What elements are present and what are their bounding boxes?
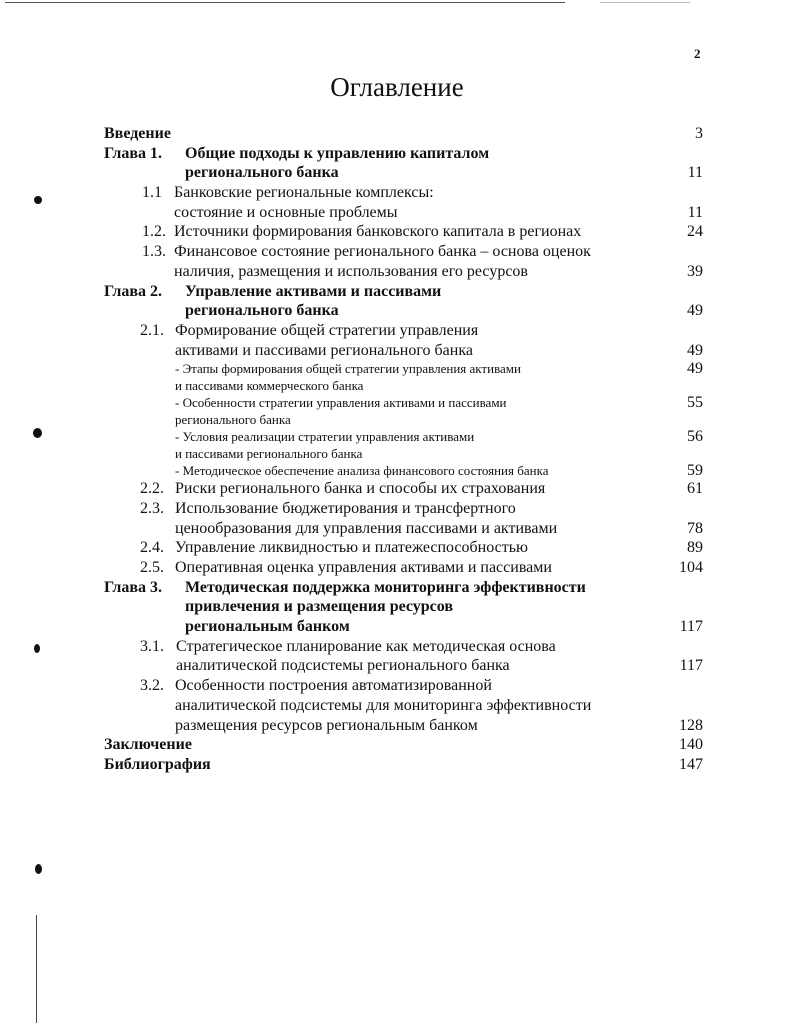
toc-entry-page: 59: [687, 462, 703, 480]
toc-entry-chapter-3[interactable]: [0, 578, 794, 598]
toc-entry-bibliography[interactable]: [0, 755, 794, 775]
toc-subentry[interactable]: [0, 394, 794, 411]
toc-subentry[interactable]: [0, 462, 794, 479]
toc-entry-1-2[interactable]: [0, 222, 794, 242]
scan-left-edge: [36, 915, 37, 1023]
toc-entry-3-1-cont[interactable]: [0, 656, 794, 676]
toc-subentry-cont[interactable]: [0, 411, 794, 428]
toc-entry-page: 104: [679, 559, 703, 576]
toc-entry-text: регионального банка: [185, 164, 339, 182]
toc-entry-2-5[interactable]: [0, 558, 794, 578]
toc-entry-number: 2.3.: [140, 499, 164, 517]
page-title: Оглавление: [330, 72, 464, 102]
toc-entry-number: 2.4.: [140, 539, 164, 557]
toc-entry-3-2[interactable]: [0, 676, 794, 696]
toc-entry-page: 140: [679, 736, 703, 754]
toc-entry-page: 3: [695, 125, 703, 142]
toc-entry-page: 117: [679, 618, 703, 636]
toc-entry-3-2-cont[interactable]: [0, 696, 794, 716]
scan-top-edge: [5, 2, 565, 3]
toc-entry-intro[interactable]: [0, 124, 794, 144]
toc-entry-text: Стратегическое планирование как методическая основа: [176, 637, 556, 655]
toc-entry-page: 11: [687, 203, 703, 221]
toc-entry-page: 89: [687, 539, 703, 557]
toc-entry-text: наличия, размещения и использования его ресурсов: [174, 262, 528, 280]
toc-entry-number: 1.2.: [142, 223, 166, 241]
toc-entry-conclusion[interactable]: [0, 735, 794, 755]
toc-entry-2-1[interactable]: [0, 321, 794, 341]
toc-entry-page: 117: [679, 657, 703, 675]
toc-entry-text: Риски регионального банка и способы их страхования: [175, 480, 546, 498]
toc-entry-page: 24: [687, 223, 703, 241]
toc-subentry[interactable]: [0, 428, 794, 445]
toc-entry-chapter-3-cont[interactable]: [0, 617, 794, 637]
toc-entry-page: 78: [687, 519, 703, 537]
toc-entry-text: ценообразования для управления пассивами и активами: [175, 519, 558, 537]
toc-entry-text: - Методическое обеспечение анализа финансового состояния банка: [175, 463, 549, 479]
toc-entry-text: Формирование общей стратегии управления: [175, 321, 479, 339]
toc-entry-text: активами и пассивами регионального банка: [175, 341, 473, 359]
toc-entry-text: размещения ресурсов региональным банком: [175, 716, 478, 734]
toc-entry-3-2-cont[interactable]: [0, 716, 794, 736]
toc-entry-number: 1.3.: [142, 243, 166, 261]
toc-entry-number: 3.1.: [140, 637, 164, 655]
toc-entry-chapter-3-cont[interactable]: [0, 597, 794, 617]
toc-entry-text: - Условия реализации стратегии управления активами: [175, 429, 475, 445]
toc-entry-text: Введение: [104, 125, 171, 142]
toc-entry-number: 1.1: [142, 184, 162, 202]
toc-entry-1-3-cont[interactable]: [0, 262, 794, 282]
scan-top-edge-faint: [600, 2, 690, 3]
toc-entry-chapter-1-cont[interactable]: [0, 163, 794, 183]
toc-entry-number: 2.5.: [140, 559, 164, 576]
toc-entry-page: 49: [687, 341, 703, 359]
toc-entry-text: регионального банка: [175, 412, 291, 428]
toc-entry-page: 61: [687, 480, 703, 498]
toc-entry-text: аналитической подсистемы для мониторинга эффективности: [175, 696, 592, 714]
toc-entry-text: - Этапы формирования общей стратегии управления активами: [175, 361, 521, 377]
toc-entry-text: Использование бюджетирования и трансфертного: [175, 499, 516, 517]
toc-entry-number: 2.2.: [140, 480, 164, 498]
toc-entry-number: Глава 2.: [104, 282, 162, 300]
scan-mark: [35, 864, 42, 874]
toc-entry-chapter-2[interactable]: [0, 282, 794, 302]
toc-subentry-cont[interactable]: [0, 445, 794, 462]
toc-entry-text: Финансовое состояние регионального банка – основа оценок: [174, 243, 591, 261]
toc-entry-text: Методическая поддержка мониторинга эффективности: [185, 578, 586, 596]
toc-entry-text: регионального банка: [185, 302, 339, 320]
toc-entry-text: состояние и основные проблемы: [174, 203, 398, 221]
toc-entry-1-1-cont[interactable]: [0, 203, 794, 223]
toc-entry-text: - Особенности стратегии управления активами и пассивами: [175, 395, 507, 411]
toc-entry-page: 49: [687, 360, 703, 378]
toc-entry-page: 49: [687, 302, 703, 320]
table-of-contents: [0, 124, 794, 775]
toc-entry-2-3-cont[interactable]: [0, 519, 794, 539]
toc-entry-chapter-2-cont[interactable]: [0, 301, 794, 321]
toc-entry-text: Управление ликвидностью и платежеспособностью: [175, 539, 528, 557]
toc-entry-number: Глава 3.: [104, 578, 162, 596]
toc-entry-text: Источники формирования банковского капитала в регионах: [174, 223, 582, 241]
toc-subentry[interactable]: [0, 360, 794, 377]
page-number: 2: [694, 46, 701, 61]
toc-entry-text: аналитической подсистемы регионального банка: [176, 657, 510, 675]
toc-entry-page: 55: [687, 394, 703, 412]
toc-entry-text: и пассивами коммерческого банка: [175, 378, 364, 394]
toc-entry-text: Банковские региональные комплексы:: [174, 184, 434, 202]
toc-entry-chapter-1[interactable]: [0, 144, 794, 164]
toc-entry-1-3[interactable]: [0, 242, 794, 262]
toc-entry-text: Особенности построения автоматизированной: [175, 677, 492, 695]
toc-subentry-cont[interactable]: [0, 377, 794, 394]
toc-entry-text: Заключение: [104, 736, 192, 754]
toc-entry-page: 56: [687, 428, 703, 446]
toc-entry-1-1[interactable]: [0, 183, 794, 203]
toc-entry-2-4[interactable]: [0, 538, 794, 558]
toc-entry-text: Библиография: [104, 755, 211, 773]
toc-entry-2-1-cont[interactable]: [0, 341, 794, 361]
toc-entry-3-1[interactable]: [0, 637, 794, 657]
toc-entry-text: Оперативная оценка управления активами и пассивами: [175, 559, 552, 576]
toc-entry-text: и пассивами регионального банка: [175, 446, 363, 462]
toc-entry-number: Глава 1.: [104, 144, 162, 162]
toc-entry-page: 11: [687, 164, 703, 182]
toc-entry-text: привлечения и размещения ресурсов: [185, 598, 454, 616]
toc-entry-page: 147: [679, 755, 703, 773]
toc-entry-page: 128: [679, 716, 703, 734]
toc-entry-text: Общие подходы к управлению капиталом: [185, 144, 490, 162]
toc-entry-page: 39: [687, 262, 703, 280]
toc-entry-text: региональным банком: [185, 618, 350, 636]
toc-entry-2-2[interactable]: [0, 479, 794, 499]
toc-entry-number: 3.2.: [140, 677, 164, 695]
toc-entry-2-3[interactable]: [0, 499, 794, 519]
toc-entry-number: 2.1.: [140, 321, 164, 339]
toc-entry-text: Управление активами и пассивами: [185, 282, 442, 300]
